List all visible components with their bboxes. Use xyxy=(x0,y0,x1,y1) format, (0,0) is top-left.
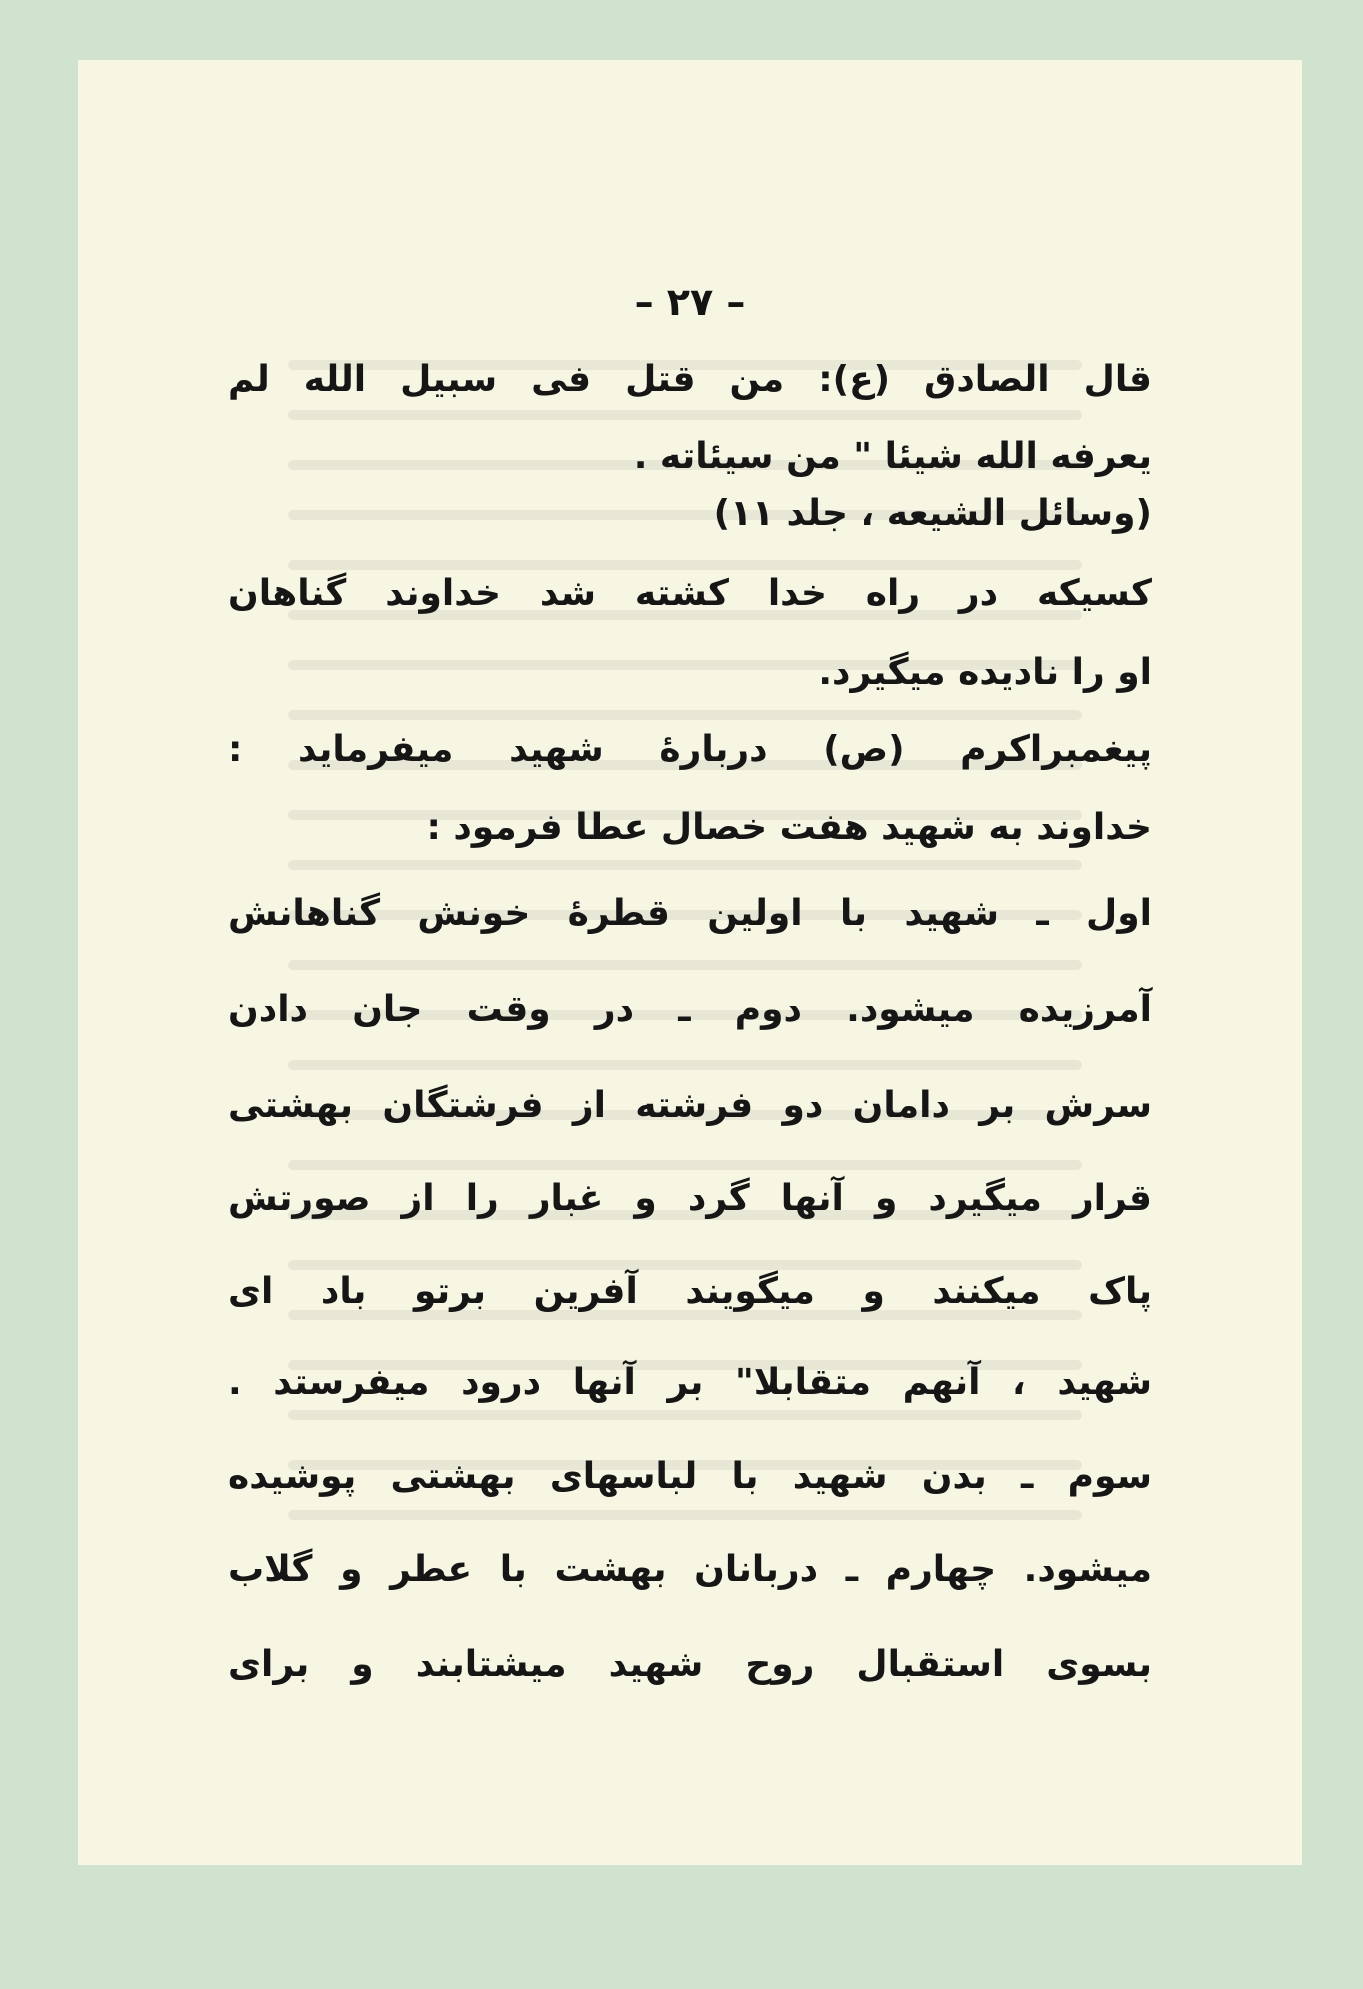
citation-line: (وسائل الشیعه ، جلد ١١) xyxy=(713,493,1152,534)
text-line: قرار میگیرد و آنها گرد و غبار را از صورتش xyxy=(228,1178,1152,1219)
text-line: پاک میکنند و میگویند آفرین برتو باد ای xyxy=(228,1271,1152,1312)
text-line: اول ـ شهید با اولین قطرهٔ خونش گناهانش xyxy=(228,893,1152,934)
text-line: پیغمبراکرم (ص) دربارهٔ شهید میفرماید : xyxy=(228,729,1152,770)
text-line: خداوند به شهید هفت خصال عطا فرمود : xyxy=(426,807,1152,848)
text-line: سوم ـ بدن شهید با لباسهای بهشتی پوشیده xyxy=(228,1456,1152,1497)
text-line: کسیکه در راه خدا کشته شد خداوند گناهان xyxy=(228,573,1152,614)
text-line: میشود. چهارم ـ دربانان بهشت با عطر و گلاب xyxy=(228,1549,1152,1590)
text-line: سرش بر دامان دو فرشته از فرشتگان بهشتی xyxy=(228,1085,1152,1126)
text-line: یعرفه الله شیئا " من سیئاته . xyxy=(633,436,1152,477)
page-number: – ٢٧ – xyxy=(634,280,746,324)
text-line: بسوی استقبال روح شهید میشتابند و برای xyxy=(228,1644,1152,1685)
text-line: آمرزیده میشود. دوم ـ در وقت جان دادن xyxy=(228,989,1152,1030)
text-line: شهید ، آنهم متقابلا" بر آنها درود میفرستد . xyxy=(228,1362,1152,1403)
text-line: قال الصادق (ع): من قتل فی سبیل الله لم xyxy=(228,359,1152,400)
text-line: او را نادیده میگیرد. xyxy=(818,652,1152,693)
book-page xyxy=(78,60,1302,1865)
